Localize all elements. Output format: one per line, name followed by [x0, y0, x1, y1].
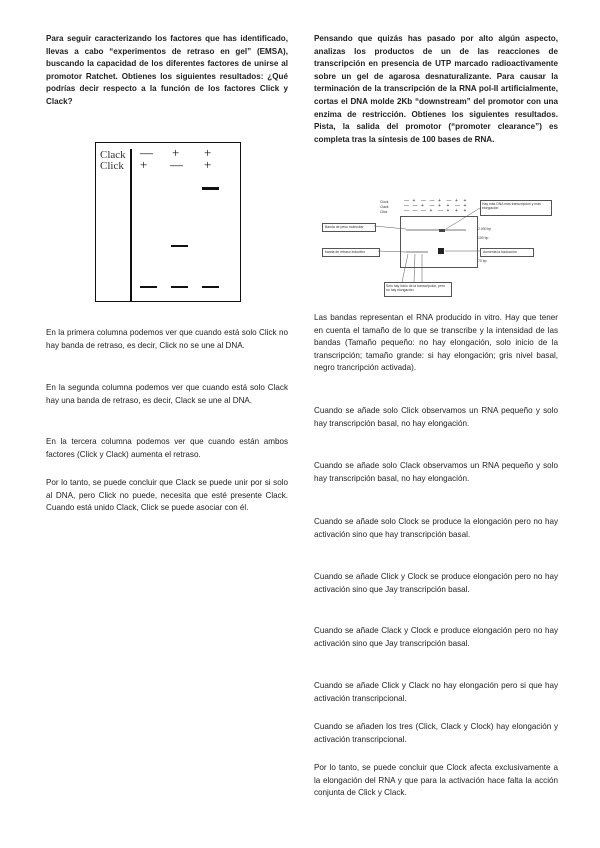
gel-lane-divider: [130, 149, 132, 301]
answer-2-p5: [314, 571, 558, 596]
gel-band-supershift: [202, 187, 219, 190]
gel2-size-label: 100 bp: [478, 236, 489, 240]
gel2-lane-sign: +: [438, 203, 441, 209]
answer-paragraph: Las bandas representan el RNA producido in vitro. Hay que tener en cuenta el tamaño de lo que se transcribe y la intensidad de las bandas (Tamaño pequeño: no hay elongación, solo inicio de la transcripción; tamaño grande: si hay elongación; gris nivel basal, negro trancripción activada).: [314, 313, 558, 373]
gel2-lane-sign: —: [446, 198, 452, 204]
gel2-annotation: Solo hay inicio de la transcripción, pero no hay elongación: [386, 284, 445, 292]
answer-paragraph: Cuando se añade solo Clack observamos un RNA pequeño y solo hay transcripción basal, no hay elongación.: [314, 461, 558, 483]
gel-sign: —: [170, 157, 183, 172]
gel-label-click: Click: [100, 160, 124, 172]
answer-1-p3: [46, 436, 288, 461]
gel2-row-label: Clack: [380, 205, 389, 209]
emsa-gel-figure: [95, 142, 241, 302]
gel-band-free: [140, 286, 157, 288]
gel-band-free: [202, 286, 219, 288]
gel-band-shift: [171, 245, 188, 247]
answer-paragraph: Cuando se añade solo Click observamos un RNA pequeño y solo hay transcripción basal, no hay elongación.: [314, 406, 558, 428]
gel2-lane-sign: +: [455, 208, 458, 214]
gel2-lane-sign: —: [429, 203, 435, 209]
answer-paragraph: Por lo tanto, se puede concluir que Clack se puede unir por si solo al DNA, pero Click no puede, necesita que esté presente Clack. Cuando está unido Clack, Click se puede asociar con él.: [46, 478, 288, 513]
answer-2-p8: [314, 721, 558, 746]
gel2-lane-sign: —: [404, 198, 409, 204]
answer-1-p1: [46, 327, 288, 352]
gel2-lane-sign: +: [463, 198, 467, 204]
gel2-lane-sign: —: [421, 208, 426, 214]
answer-1-p2: [46, 382, 288, 407]
gel2-lane-sign: —: [455, 203, 460, 209]
gel2-lane-sign: +: [463, 203, 467, 209]
gel2-lane-sign: —: [404, 208, 409, 214]
gel2-lane-sign: +: [455, 198, 458, 204]
gel2-lane-sign: +: [463, 208, 467, 214]
answer-paragraph: En la tercera columna podemos ver que cuando están ambos factores (Click y Clack) aumenta el retraso.: [46, 437, 288, 459]
answer-2-p4: [314, 516, 558, 541]
answer-paragraph: Cuando se añade Click y Clack no hay elongación pero si que hay activación transcripcional.: [314, 681, 558, 703]
gel2-lane-sign: —: [438, 208, 443, 214]
answer-paragraph: Cuando se añade solo Clock se produce la elongación pero no hay activación sino que hay transcripción basal.: [314, 517, 558, 539]
transcription-gel-figure: [322, 196, 554, 302]
gel2-lane-sign: +: [446, 208, 450, 214]
answer-paragraph: Cuando se añaden los tres (Click, Clack y Clock) hay elongación y activación transcripcional.: [314, 722, 558, 744]
question-1-text: Para seguir caracterizando los factores que has identificado, llevas a cabo “experimentos de retraso en gel” (EMSA), buscando la capacidad de los diferentes factores de unirse al promotor Ratchet. Obtienes los siguientes resultados: ¿Qué podrías decir respecto a la función de los factores Click y Clack?: [46, 34, 288, 106]
gel2-size-label: 2.000 bp: [478, 227, 492, 231]
answer-paragraph: Cuando se añade Clack y Clock e produce elongación pero no hay activación sino que Jay transcripción basal.: [314, 626, 558, 648]
answer-2-p7: [314, 680, 558, 705]
answer-2-p2: [314, 405, 558, 430]
gel2-annotation: Banda de peso molecular: [325, 224, 364, 229]
gel2-annotation: Hay más DNA más transcripción y más elongación: [482, 202, 541, 210]
answer-paragraph: Cuando se añade Click y Clock se produce elongación pero no hay activación sino que Jay transcripción basal.: [314, 572, 558, 594]
gel2-size-label: 70 bp: [478, 259, 487, 263]
gel2-annotation: Aumenta la traducción: [483, 249, 517, 254]
gel-label-clack: Clack: [100, 149, 126, 161]
gel2-lane-sign: —: [421, 198, 426, 204]
gel2-annotation: banda de retraso inductivo: [325, 249, 365, 254]
answer-paragraph: En la primera columna podemos ver que cuando está solo Click no hay banda de retraso, es decir, Click no se une al DNA.: [46, 328, 288, 350]
gel2-lane-sign: +: [421, 203, 424, 209]
answer-2-p9: [314, 762, 558, 800]
answer-2-p3: [314, 460, 558, 485]
answer-paragraph: Por lo tanto, se puede concluir que Clock afecta exclusivamente a la elongación del RNA y que para la activación hace falta la acción conjunta de Click y Clack.: [314, 763, 558, 798]
gel2-arrows: [322, 196, 554, 302]
gel-sign: +: [204, 145, 212, 160]
answer-2-p6: [314, 625, 558, 650]
question-2-text: Pensando que quizás has pasado por alto algún aspecto, analizas los productos de un de las reacciones de transcripción en presencia de UTP marcado radioactivamente sobre un gel de agarosa desnaturalizante. Para causar la terminación de la transcripción de la RNA pol-II artificialmente, cortas el DNA molde 2Kb “downstream” del promotor con una enzima de restricción. Obtienes los siguientes resultados. Pista, la salida del promotor (“promoter clearance”) es completa tras la síntesis de 100 bases de RNA.: [314, 34, 558, 144]
gel2-lane-sign: —: [429, 198, 435, 204]
gel2-lane-sign: +: [429, 208, 433, 214]
gel2-lane-sign: +: [412, 198, 416, 204]
gel2-lane-sign: —: [412, 208, 418, 214]
gel-sign: +: [204, 157, 212, 172]
question-1: [46, 33, 288, 109]
gel2-lane-sign: +: [446, 203, 450, 209]
answer-paragraph: En la segunda columna podemos ver que cuando está solo Clack hay una banda de retraso, es decir, Clack se une al DNA.: [46, 383, 288, 405]
gel2-row-label: Click: [380, 210, 388, 214]
question-2: [314, 33, 558, 146]
gel-sign: +: [140, 157, 148, 172]
gel2-lane-sign: +: [438, 198, 441, 204]
gel-sign: +: [172, 145, 180, 160]
gel2-lane-sign: —: [412, 203, 418, 209]
answer-1-p4: [46, 477, 288, 515]
answer-2-p1: [314, 312, 558, 375]
gel-band-free: [171, 286, 188, 288]
gel2-row-label: Clock: [380, 200, 389, 204]
gel2-lane-sign: —: [404, 203, 409, 209]
gel-sign: —: [140, 145, 153, 160]
